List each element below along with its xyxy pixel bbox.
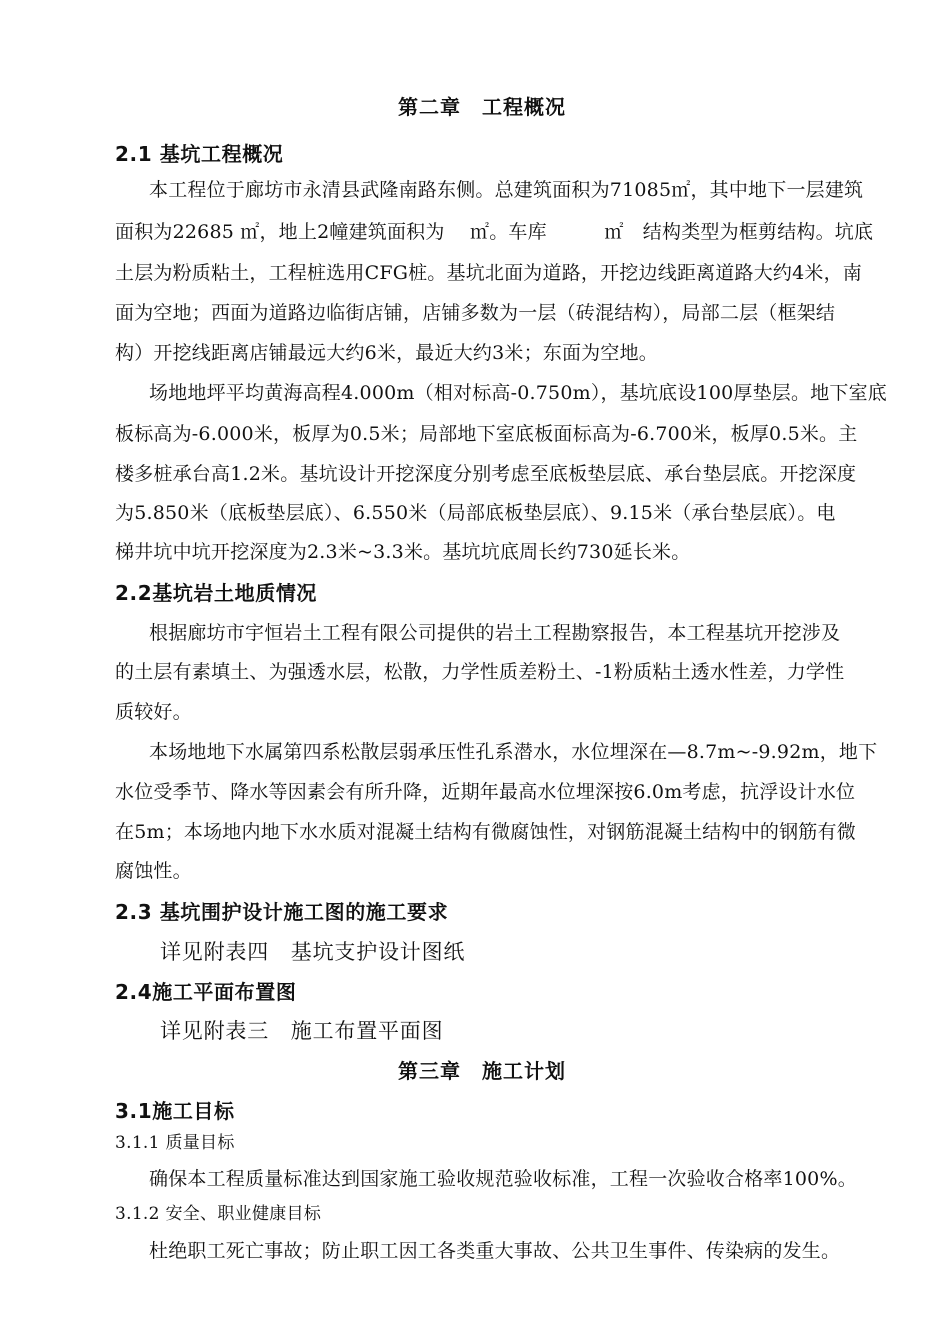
section-2-4-heading: 2.4施工平面布置图 — [115, 980, 297, 1004]
text-line: 板标高为-6.000米，板厚为0.5米；局部地下室底板面标高为-6.700米，板厚0.5米。主 — [115, 423, 858, 445]
text-line: 楼多桩承台高1.2米。基坑设计开挖深度分别考虑至底板垫层底、承台垫层底。开挖深度 — [115, 463, 857, 485]
text-line: 腐蚀性。 — [115, 860, 192, 882]
subsection-3-1-1-heading: 3.1.1 质量目标 — [115, 1133, 235, 1153]
section-2-1-heading: 2.1 基坑工程概况 — [115, 142, 284, 166]
text-line: 梯井坑中坑开挖深度为2.3米~3.3米。基坑坑底周长约730延长米。 — [115, 541, 691, 563]
text-line: 构）开挖线距离店铺最远大约6米，最近大约3米；东面为空地。 — [115, 342, 658, 364]
text-line: 在5m；本场地内地下水水质对混凝土结构有微腐蚀性，对钢筋混凝土结构中的钢筋有微 — [115, 821, 856, 843]
section-2-2-heading: 2.2基坑岩土地质情况 — [115, 581, 318, 605]
text-line: 质较好。 — [115, 701, 192, 723]
subsection-3-1-2-heading: 3.1.2 安全、职业健康目标 — [115, 1204, 322, 1224]
section-2-3-heading: 2.3 基坑围护设计施工图的施工要求 — [115, 900, 449, 924]
section-2-3-reference: 详见附表四 基坑支护设计图纸 — [160, 940, 466, 964]
text-line: 根据廊坊市宇恒岩土工程有限公司提供的岩土工程勘察报告，本工程基坑开挖涉及 — [149, 622, 841, 644]
text-line: 水位受季节、降水等因素会有所升降，近期年最高水位埋深按6.0m考虑，抗浮设计水位 — [115, 781, 856, 803]
text-line: 面积为22685 ㎡，地上2幢建筑面积为 ㎡。车库 ㎡ 结构类型为框剪结构。坑底 — [115, 221, 874, 243]
text-line: 为5.850米（底板垫层底）、6.550米（局部底板垫层底）、9.15米（承台垫层底）。电 — [115, 502, 836, 524]
chapter-2-title: 第二章 工程概况 — [398, 95, 566, 119]
text-line: 面为空地；西面为道路边临街店铺，店铺多数为一层（砖混结构），局部二层（框架结 — [115, 302, 836, 324]
text-line: 本场地地下水属第四系松散层弱承压性孔系潜水，水位埋深在—8.7m~-9.92m，地下 — [149, 741, 878, 763]
subsection-3-1-2-text: 杜绝职工死亡事故；防止职工因工各类重大事故、公共卫生事件、传染病的发生。 — [149, 1240, 841, 1262]
text-line: 本工程位于廊坊市永清县武隆南路东侧。总建筑面积为71085㎡，其中地下一层建筑 — [149, 179, 864, 201]
chapter-3-title: 第三章 施工计划 — [398, 1059, 566, 1083]
text-line: 场地地坪平均黄海高程4.000m（相对标高-0.750m），基坑底设100厚垫层。地下室底 — [149, 382, 888, 404]
section-3-1-heading: 3.1施工目标 — [115, 1099, 235, 1123]
text-line: 土层为粉质粘土，工程桩选用CFG桩。基坑北面为道路，开挖边线距离道路大约4米，南 — [115, 262, 862, 284]
text-line: 的土层有素填土、为强透水层，松散，力学性质差粉土、-1粉质粘土透水性差，力学性 — [115, 661, 845, 683]
subsection-3-1-1-text: 确保本工程质量标准达到国家施工验收规范验收标准，工程一次验收合格率100%。 — [149, 1168, 857, 1190]
section-2-4-reference: 详见附表三 施工布置平面图 — [160, 1019, 444, 1043]
